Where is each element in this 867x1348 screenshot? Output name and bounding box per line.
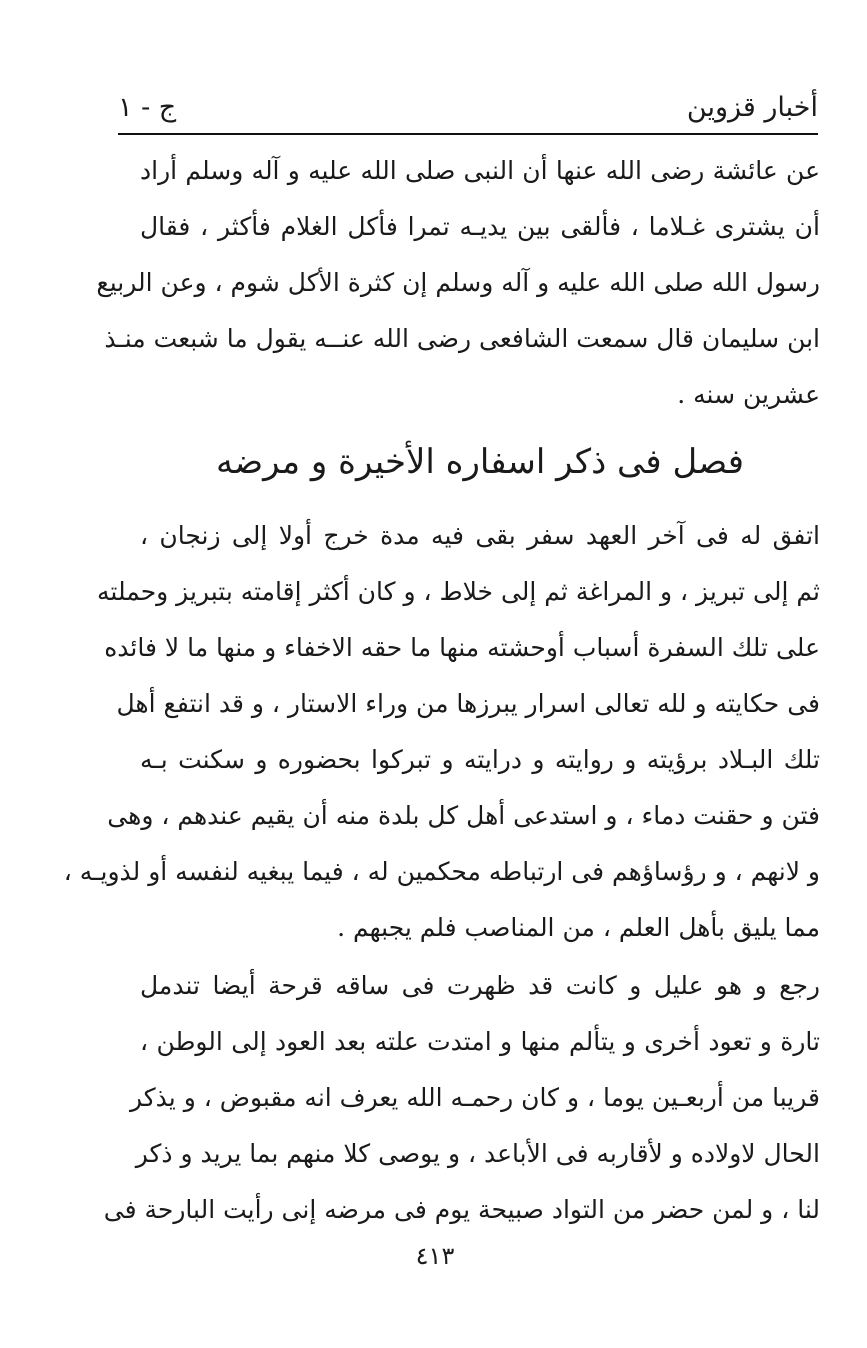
text-line: لنا ، و لمن حضر من التواد صبيحة يوم فى مرضه إنى رأيت البارحة فى: [103, 1195, 820, 1224]
paragraph-2: [63, 508, 820, 956]
page-number: ٤١٣: [415, 1242, 455, 1270]
text-line: على تلك السفرة أسباب أوحشته منها ما حقه الاخفاء و منها ما لا فائده: [104, 633, 820, 662]
running-head: [118, 86, 818, 130]
text-line: فى حكايته و لله تعالى اسرار يبرزها من وراء الاستار ، و قد انتفع أهل: [116, 689, 820, 718]
text-line: أن يشترى غـلاما ، فألقى بين يديـه تمرا فأكل الغلام فأكثر ، فقال: [140, 212, 820, 241]
paragraph-3: [103, 958, 820, 1238]
text-line: اتفق له فى آخر العهد سفر بقى فيه مدة خرج أولا إلى زنجان ،: [140, 521, 820, 550]
text-line: ابن سليمان قال سمعت الشافعى رضى الله عنــه يقول ما شبعت منـذ: [104, 324, 820, 353]
running-title: أخبار قزوين: [686, 92, 818, 123]
paragraph-1: [96, 143, 820, 423]
text-line: فتن و حقنت دماء ، و استدعى أهل كل بلدة منه أن يقيم عندهم ، وهى: [107, 801, 820, 830]
text-line: عشرين سنه .: [677, 380, 820, 409]
text-line: تلك البـلاد برؤيته و روايته و درايته و تبركوا بحضوره و سكنت بـه: [140, 745, 820, 774]
text-line: تارة و تعود أخرى و يتألم منها و امتدت علته بعد العود إلى الوطن ،: [140, 1027, 820, 1056]
text-line: الحال لاولاده و لأقاربه فى الأباعد ، و يوصى كلا منهم بما يريد و ذكر: [135, 1139, 820, 1168]
text-line: و لانهم ، و رؤساؤهم فى ارتباطه محكمين له ، فيما يبغيه لنفسه أو لذويـه ،: [63, 857, 820, 886]
text-line: عن عائشة رضى الله عنها أن النبى صلى الله عليه و آله وسلم أراد: [140, 156, 820, 185]
section-heading: فصل فى ذكر اسفاره الأخيرة و مرضه: [216, 442, 744, 482]
volume-number: ج - ١: [118, 92, 177, 123]
text-line: رسول الله صلى الله عليه و آله وسلم إن كثرة الأكل شوم ، وعن الربيع: [96, 268, 820, 297]
text-line: مما يليق بأهل العلم ، من المناصب فلم يجبهم .: [337, 913, 820, 942]
text-line: ثم إلى تبريز ، و المراغة ثم إلى خلاط ، و كان أكثر إقامته بتبريز وحملته: [97, 577, 820, 606]
text-line: رجع و هو عليل و كانت قد ظهرت فى ساقه قرحة أيضا تندمل: [140, 971, 820, 1000]
header-rule: [118, 133, 818, 135]
text-line: قريبا من أربعـين يوما ، و كان رحمـه الله يعرف انه مقبوض ، و يذكر: [129, 1083, 820, 1112]
